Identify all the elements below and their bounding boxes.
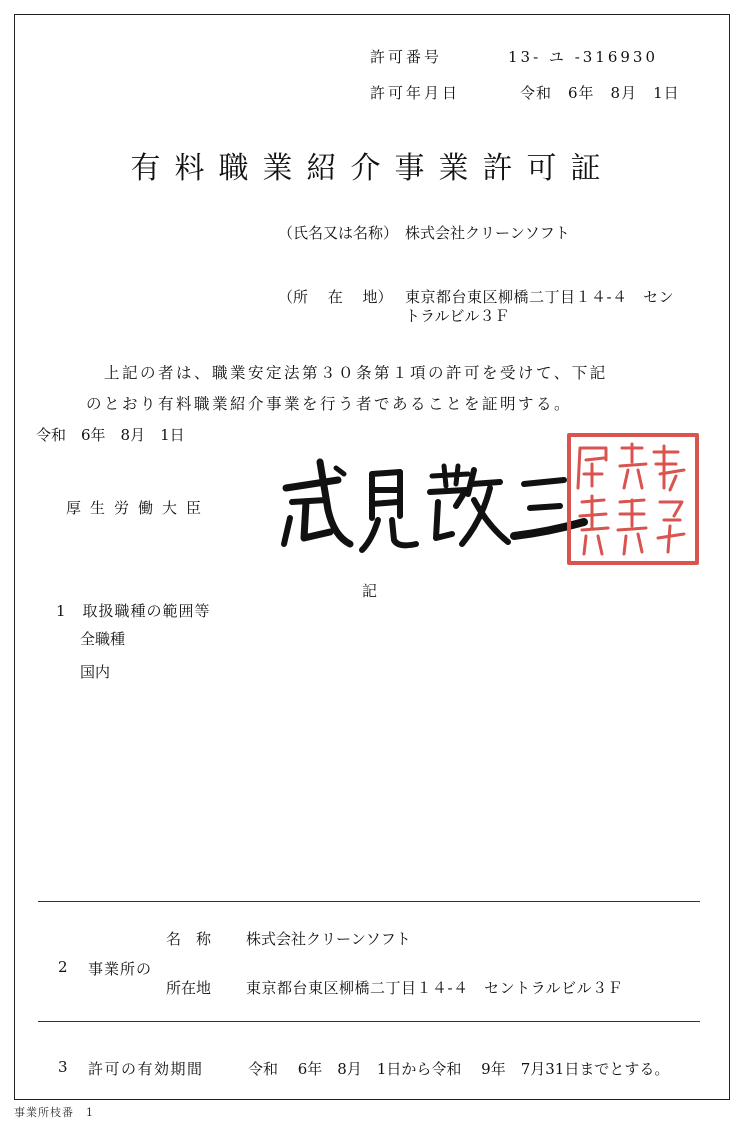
section1-label: 1 取扱職種の範囲等	[56, 602, 211, 620]
section3-label: 許可の有効期間	[88, 1060, 204, 1078]
statement-line-1: 上記の者は、職業安定法第３０条第１項の許可を受けて、下記	[104, 364, 608, 382]
permit-number: 13- ユ -316930	[508, 48, 659, 66]
minister-label: 厚生労働大臣	[66, 499, 211, 517]
holder-address-line2: トラルビル３Ｆ	[405, 307, 510, 325]
section2-name: 株式会社クリーンソフト	[246, 930, 411, 948]
section3-period: 令和 6年 8月 1日から令和 9年 7月31日までとする。	[248, 1060, 670, 1078]
minister-signature	[268, 440, 588, 570]
section2-address: 東京都台東区柳橋二丁目１４-４ セントラルビル３Ｆ	[246, 979, 624, 997]
holder-name: 株式会社クリーンソフト	[405, 224, 570, 242]
divider-middle	[38, 1021, 700, 1022]
permit-number-label: 許可番号	[370, 48, 443, 66]
section1-item1: 全職種	[80, 630, 126, 648]
section1-item2: 国内	[80, 663, 111, 681]
holder-name-label: （氏名又は名称）	[278, 224, 399, 242]
holder-address-line1: 東京都台東区柳橋二丁目１４-４ セン	[405, 288, 675, 306]
section2-number: 2	[58, 958, 68, 976]
divider-top	[38, 901, 700, 902]
section2-name-label: 名 称	[166, 930, 212, 948]
section2-label: 事業所の	[88, 960, 153, 978]
holder-address-label: （所 在 地）	[278, 288, 393, 306]
section2-address-label: 所在地	[166, 979, 212, 997]
issue-date: 令和 6年 8月 1日	[36, 426, 185, 444]
official-seal-icon	[564, 430, 702, 568]
certificate-title: 有料職業紹介事業許可証	[130, 151, 615, 186]
branch-number: 事業所枝番 1	[14, 1106, 94, 1119]
section3-number: 3	[58, 1058, 68, 1076]
permit-date: 令和 6年 8月 1日	[520, 84, 680, 102]
ki-label: 記	[362, 582, 378, 600]
permit-date-label: 許可年月日	[370, 84, 461, 102]
statement-line-2: のとおり有料職業紹介事業を行う者であることを証明する。	[86, 395, 573, 413]
